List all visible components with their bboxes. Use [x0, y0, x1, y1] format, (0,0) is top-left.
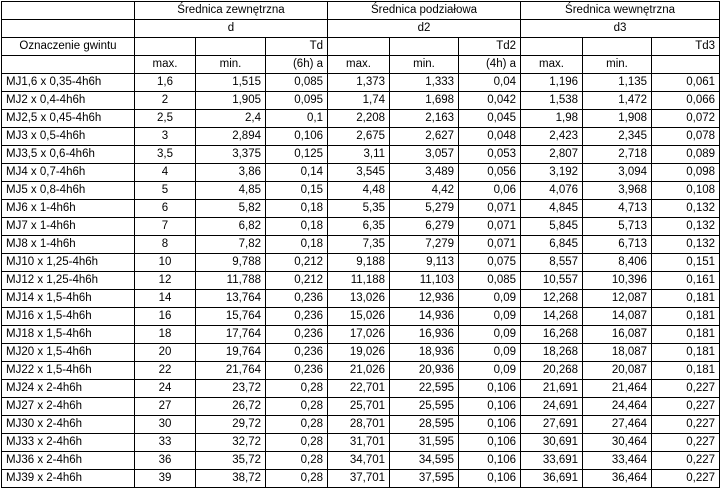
td3-cell: 0,151 [652, 254, 720, 272]
d2-max-cell: 5,35 [328, 200, 390, 218]
header-empty-cell [521, 38, 583, 56]
td-cell: 0,14 [266, 164, 328, 182]
td3-cell: 0,181 [652, 362, 720, 380]
d3-max-cell: 27,691 [521, 416, 583, 434]
table-row [2, 146, 720, 164]
d-max-cell: 20 [135, 344, 196, 362]
td2-header: Td2 [459, 38, 521, 56]
d-min-cell: 32,72 [196, 434, 266, 452]
td-cell: 0,28 [266, 470, 328, 488]
table-row [2, 164, 720, 182]
max-header: max. [135, 56, 196, 74]
td3-cell: 0,078 [652, 128, 720, 146]
d3-max-cell: 6,845 [521, 236, 583, 254]
d-min-cell: 21,764 [196, 362, 266, 380]
d2-max-cell: 3,11 [328, 146, 390, 164]
td2-cell: 0,071 [459, 218, 521, 236]
d-max-cell: 7 [135, 218, 196, 236]
table-row [2, 362, 720, 380]
d3-max-cell: 16,268 [521, 326, 583, 344]
table-row [2, 308, 720, 326]
table-row [2, 470, 720, 488]
d2-min-cell: 2,627 [390, 128, 459, 146]
d2-max-cell: 34,701 [328, 452, 390, 470]
symbol-d: d [135, 20, 328, 38]
td2-cell: 0,085 [459, 272, 521, 290]
td-cell: 0,236 [266, 290, 328, 308]
thread-designation-cell: MJ27 x 2-4h6h [2, 398, 135, 416]
td3-cell: 0,132 [652, 200, 720, 218]
d3-max-cell: 12,268 [521, 290, 583, 308]
d3-min-cell: 21,464 [583, 380, 652, 398]
d3-min-cell: 24,464 [583, 398, 652, 416]
td3-cell: 0,072 [652, 110, 720, 128]
header-empty-cell [2, 56, 135, 74]
header-row-symbols [2, 20, 720, 38]
d-max-cell: 22 [135, 362, 196, 380]
d2-min-cell: 11,103 [390, 272, 459, 290]
d-max-cell: 3,5 [135, 146, 196, 164]
thread-designation-cell: MJ18 x 1,5-4h6h [2, 326, 135, 344]
d-max-cell: 39 [135, 470, 196, 488]
d-min-cell: 29,72 [196, 416, 266, 434]
d2-min-cell: 7,279 [390, 236, 459, 254]
d-min-cell: 4,85 [196, 182, 266, 200]
d2-min-cell: 6,279 [390, 218, 459, 236]
td-cell: 0,106 [266, 128, 328, 146]
d2-min-cell: 1,698 [390, 92, 459, 110]
header-empty-cell [2, 2, 135, 20]
d3-max-cell: 5,845 [521, 218, 583, 236]
thread-designation-cell: MJ24 x 2-4h6h [2, 380, 135, 398]
td-cell: 0,085 [266, 74, 328, 92]
d2-min-cell: 28,595 [390, 416, 459, 434]
d-max-cell: 24 [135, 380, 196, 398]
d2-max-cell: 37,701 [328, 470, 390, 488]
td2-cell: 0,075 [459, 254, 521, 272]
d3-min-cell: 3,094 [583, 164, 652, 182]
table-row [2, 416, 720, 434]
group-inner-diameter: Średnica wewnętrzna [521, 2, 720, 20]
d3-max-cell: 1,98 [521, 110, 583, 128]
thread-designation-cell: MJ2,5 x 0,45-4h6h [2, 110, 135, 128]
d2-max-cell: 2,675 [328, 128, 390, 146]
td-cell: 0,1 [266, 110, 328, 128]
thread-designation-cell: MJ36 x 2-4h6h [2, 452, 135, 470]
table-row [2, 398, 720, 416]
thread-designation-cell: MJ3 x 0,5-4h6h [2, 128, 135, 146]
d2-max-cell: 11,188 [328, 272, 390, 290]
td2-cell: 0,106 [459, 380, 521, 398]
d-max-cell: 2,5 [135, 110, 196, 128]
thread-designation-cell: MJ14 x 1,5-4h6h [2, 290, 135, 308]
d-max-cell: 27 [135, 398, 196, 416]
table-body [2, 74, 720, 488]
td2-cell: 0,106 [459, 470, 521, 488]
thread-designation-cell: MJ16 x 1,5-4h6h [2, 308, 135, 326]
d-min-cell: 35,72 [196, 452, 266, 470]
thread-designation-cell: MJ12 x 1,25-4h6h [2, 272, 135, 290]
d3-min-cell: 2,345 [583, 128, 652, 146]
table-row [2, 452, 720, 470]
td3-cell: 0,061 [652, 74, 720, 92]
thread-designation-cell: MJ33 x 2-4h6h [2, 434, 135, 452]
table-row [2, 380, 720, 398]
thread-designation-cell: MJ1,6 x 0,35-4h6h [2, 74, 135, 92]
td3-cell: 0,227 [652, 434, 720, 452]
d2-min-cell: 14,936 [390, 308, 459, 326]
d3-max-cell: 4,076 [521, 182, 583, 200]
td-cell: 0,28 [266, 452, 328, 470]
d3-min-cell: 16,087 [583, 326, 652, 344]
d2-max-cell: 6,35 [328, 218, 390, 236]
d2-max-cell: 31,701 [328, 434, 390, 452]
d-min-cell: 15,764 [196, 308, 266, 326]
td3-cell: 0,227 [652, 398, 720, 416]
td2-cell: 0,106 [459, 398, 521, 416]
td-cell: 0,18 [266, 218, 328, 236]
header-empty-cell [135, 38, 196, 56]
d-min-cell: 7,82 [196, 236, 266, 254]
d-min-cell: 3,375 [196, 146, 266, 164]
d-min-cell: 1,905 [196, 92, 266, 110]
d3-max-cell: 10,557 [521, 272, 583, 290]
header-empty-cell [196, 38, 266, 56]
td2-cell: 0,09 [459, 326, 521, 344]
d2-min-cell: 25,595 [390, 398, 459, 416]
symbol-d3: d3 [521, 20, 720, 38]
td3-cell: 0,227 [652, 380, 720, 398]
d-max-cell: 4 [135, 164, 196, 182]
header-empty-cell [652, 56, 720, 74]
min-header: min. [583, 56, 652, 74]
d2-min-cell: 12,936 [390, 290, 459, 308]
d2-max-cell: 15,026 [328, 308, 390, 326]
table-row [2, 128, 720, 146]
thread-designation-cell: MJ3,5 x 0,6-4h6h [2, 146, 135, 164]
d2-min-cell: 3,489 [390, 164, 459, 182]
td3-cell: 0,227 [652, 452, 720, 470]
d2-min-cell: 1,333 [390, 74, 459, 92]
td2-tolerance-class: (4h) a [459, 56, 521, 74]
d3-min-cell: 12,087 [583, 290, 652, 308]
td-cell: 0,125 [266, 146, 328, 164]
table-row [2, 182, 720, 200]
d3-max-cell: 8,557 [521, 254, 583, 272]
header-empty-cell [328, 38, 390, 56]
d3-min-cell: 10,396 [583, 272, 652, 290]
d-min-cell: 3,86 [196, 164, 266, 182]
max-header: max. [521, 56, 583, 74]
td3-cell: 0,161 [652, 272, 720, 290]
td-cell: 0,28 [266, 434, 328, 452]
thread-designation-cell: MJ39 x 2-4h6h [2, 470, 135, 488]
header-empty-cell [390, 38, 459, 56]
d3-min-cell: 27,464 [583, 416, 652, 434]
d-min-cell: 9,788 [196, 254, 266, 272]
thread-designation-cell: MJ30 x 2-4h6h [2, 416, 135, 434]
td3-cell: 0,108 [652, 182, 720, 200]
td2-cell: 0,06 [459, 182, 521, 200]
thread-designation-cell: MJ7 x 1-4h6h [2, 218, 135, 236]
table-row [2, 290, 720, 308]
table-row [2, 218, 720, 236]
table-row [2, 74, 720, 92]
td3-cell: 0,066 [652, 92, 720, 110]
header-empty-cell [583, 38, 652, 56]
d3-max-cell: 3,192 [521, 164, 583, 182]
d2-min-cell: 18,936 [390, 344, 459, 362]
d-min-cell: 11,788 [196, 272, 266, 290]
group-pitch-diameter: Średnica podziałowa [328, 2, 521, 20]
d-min-cell: 17,764 [196, 326, 266, 344]
d3-max-cell: 1,538 [521, 92, 583, 110]
td-cell: 0,28 [266, 398, 328, 416]
td2-cell: 0,04 [459, 74, 521, 92]
table-row [2, 326, 720, 344]
d-max-cell: 30 [135, 416, 196, 434]
d-max-cell: 14 [135, 290, 196, 308]
d3-max-cell: 24,691 [521, 398, 583, 416]
symbol-d2: d2 [328, 20, 521, 38]
thread-designation-header: Oznaczenie gwintu [2, 38, 135, 56]
d2-min-cell: 3,057 [390, 146, 459, 164]
td-cell: 0,212 [266, 272, 328, 290]
d3-max-cell: 2,423 [521, 128, 583, 146]
d2-max-cell: 1,74 [328, 92, 390, 110]
d2-max-cell: 13,026 [328, 290, 390, 308]
td-tolerance-class: (6h) a [266, 56, 328, 74]
d3-max-cell: 21,691 [521, 380, 583, 398]
d-min-cell: 38,72 [196, 470, 266, 488]
d2-max-cell: 21,026 [328, 362, 390, 380]
td3-cell: 0,181 [652, 326, 720, 344]
d-max-cell: 12 [135, 272, 196, 290]
td2-cell: 0,053 [459, 146, 521, 164]
td-cell: 0,236 [266, 308, 328, 326]
d-max-cell: 33 [135, 434, 196, 452]
d-min-cell: 19,764 [196, 344, 266, 362]
d2-min-cell: 34,595 [390, 452, 459, 470]
table-row [2, 344, 720, 362]
td2-cell: 0,09 [459, 308, 521, 326]
table-row [2, 254, 720, 272]
d-max-cell: 2 [135, 92, 196, 110]
header-row-tolerance-labels [2, 38, 720, 56]
td-cell: 0,15 [266, 182, 328, 200]
d3-min-cell: 1,472 [583, 92, 652, 110]
td3-header: Td3 [652, 38, 720, 56]
td3-cell: 0,098 [652, 164, 720, 182]
td3-cell: 0,089 [652, 146, 720, 164]
min-header: min. [390, 56, 459, 74]
d-max-cell: 5 [135, 182, 196, 200]
td-cell: 0,18 [266, 236, 328, 254]
d3-min-cell: 18,087 [583, 344, 652, 362]
td2-cell: 0,106 [459, 434, 521, 452]
thread-designation-cell: MJ4 x 0,7-4h6h [2, 164, 135, 182]
thread-dimensions-table [1, 1, 720, 488]
d3-max-cell: 33,691 [521, 452, 583, 470]
header-row-groups [2, 2, 720, 20]
d2-max-cell: 17,026 [328, 326, 390, 344]
d-min-cell: 6,82 [196, 218, 266, 236]
td-cell: 0,212 [266, 254, 328, 272]
d3-min-cell: 1,908 [583, 110, 652, 128]
d-max-cell: 16 [135, 308, 196, 326]
d3-min-cell: 3,968 [583, 182, 652, 200]
d3-min-cell: 2,718 [583, 146, 652, 164]
d2-max-cell: 7,35 [328, 236, 390, 254]
d3-min-cell: 30,464 [583, 434, 652, 452]
d2-min-cell: 20,936 [390, 362, 459, 380]
td3-cell: 0,227 [652, 416, 720, 434]
d3-max-cell: 18,268 [521, 344, 583, 362]
d2-min-cell: 4,42 [390, 182, 459, 200]
d3-min-cell: 8,406 [583, 254, 652, 272]
d-max-cell: 3 [135, 128, 196, 146]
td3-cell: 0,181 [652, 344, 720, 362]
d-min-cell: 26,72 [196, 398, 266, 416]
d-min-cell: 13,764 [196, 290, 266, 308]
td2-cell: 0,09 [459, 362, 521, 380]
td2-cell: 0,071 [459, 236, 521, 254]
td3-cell: 0,132 [652, 218, 720, 236]
d3-max-cell: 4,845 [521, 200, 583, 218]
d-max-cell: 18 [135, 326, 196, 344]
d-min-cell: 2,4 [196, 110, 266, 128]
d3-min-cell: 33,464 [583, 452, 652, 470]
d-max-cell: 8 [135, 236, 196, 254]
table-row [2, 236, 720, 254]
d2-min-cell: 16,936 [390, 326, 459, 344]
d-max-cell: 1,6 [135, 74, 196, 92]
d2-min-cell: 22,595 [390, 380, 459, 398]
d2-min-cell: 5,279 [390, 200, 459, 218]
d2-max-cell: 9,188 [328, 254, 390, 272]
d3-min-cell: 5,713 [583, 218, 652, 236]
thread-designation-cell: MJ10 x 1,25-4h6h [2, 254, 135, 272]
d3-max-cell: 30,691 [521, 434, 583, 452]
d2-min-cell: 31,595 [390, 434, 459, 452]
table-row [2, 92, 720, 110]
td3-cell: 0,227 [652, 470, 720, 488]
max-header: max. [328, 56, 390, 74]
d2-max-cell: 2,208 [328, 110, 390, 128]
d3-min-cell: 20,087 [583, 362, 652, 380]
d2-max-cell: 19,026 [328, 344, 390, 362]
td2-cell: 0,09 [459, 344, 521, 362]
thread-designation-cell: MJ22 x 1,5-4h6h [2, 362, 135, 380]
d2-min-cell: 9,113 [390, 254, 459, 272]
min-header: min. [196, 56, 266, 74]
td2-cell: 0,071 [459, 200, 521, 218]
td3-cell: 0,132 [652, 236, 720, 254]
td-cell: 0,18 [266, 200, 328, 218]
d-max-cell: 36 [135, 452, 196, 470]
d3-min-cell: 14,087 [583, 308, 652, 326]
d3-min-cell: 36,464 [583, 470, 652, 488]
d2-min-cell: 37,595 [390, 470, 459, 488]
d3-min-cell: 4,713 [583, 200, 652, 218]
d2-max-cell: 3,545 [328, 164, 390, 182]
d-max-cell: 10 [135, 254, 196, 272]
td-cell: 0,236 [266, 344, 328, 362]
d2-max-cell: 1,373 [328, 74, 390, 92]
d3-max-cell: 20,268 [521, 362, 583, 380]
d-min-cell: 23,72 [196, 380, 266, 398]
d2-min-cell: 2,163 [390, 110, 459, 128]
d-min-cell: 1,515 [196, 74, 266, 92]
td-header: Td [266, 38, 328, 56]
d3-max-cell: 36,691 [521, 470, 583, 488]
thread-designation-cell: MJ20 x 1,5-4h6h [2, 344, 135, 362]
table-row [2, 434, 720, 452]
d2-max-cell: 22,701 [328, 380, 390, 398]
d-min-cell: 2,894 [196, 128, 266, 146]
d2-max-cell: 28,701 [328, 416, 390, 434]
table-row [2, 110, 720, 128]
d3-min-cell: 6,713 [583, 236, 652, 254]
td-cell: 0,236 [266, 326, 328, 344]
d3-min-cell: 1,135 [583, 74, 652, 92]
thread-designation-cell: MJ2 x 0,4-4h6h [2, 92, 135, 110]
d2-max-cell: 25,701 [328, 398, 390, 416]
td2-cell: 0,045 [459, 110, 521, 128]
td2-cell: 0,042 [459, 92, 521, 110]
td-cell: 0,28 [266, 380, 328, 398]
group-outer-diameter: Średnica zewnętrzna [135, 2, 328, 20]
td3-cell: 0,181 [652, 290, 720, 308]
d-min-cell: 5,82 [196, 200, 266, 218]
thread-designation-cell: MJ6 x 1-4h6h [2, 200, 135, 218]
d3-max-cell: 1,196 [521, 74, 583, 92]
header-empty-cell [2, 20, 135, 38]
d2-max-cell: 4,48 [328, 182, 390, 200]
td-cell: 0,095 [266, 92, 328, 110]
td2-cell: 0,056 [459, 164, 521, 182]
header-row-minmax [2, 56, 720, 74]
td2-cell: 0,106 [459, 452, 521, 470]
td3-cell: 0,181 [652, 308, 720, 326]
td-cell: 0,28 [266, 416, 328, 434]
td-cell: 0,236 [266, 362, 328, 380]
thread-designation-cell: MJ5 x 0,8-4h6h [2, 182, 135, 200]
td2-cell: 0,106 [459, 416, 521, 434]
d3-max-cell: 14,268 [521, 308, 583, 326]
td2-cell: 0,048 [459, 128, 521, 146]
table-row [2, 272, 720, 290]
td2-cell: 0,09 [459, 290, 521, 308]
table-row [2, 200, 720, 218]
thread-designation-cell: MJ8 x 1-4h6h [2, 236, 135, 254]
d-max-cell: 6 [135, 200, 196, 218]
d3-max-cell: 2,807 [521, 146, 583, 164]
